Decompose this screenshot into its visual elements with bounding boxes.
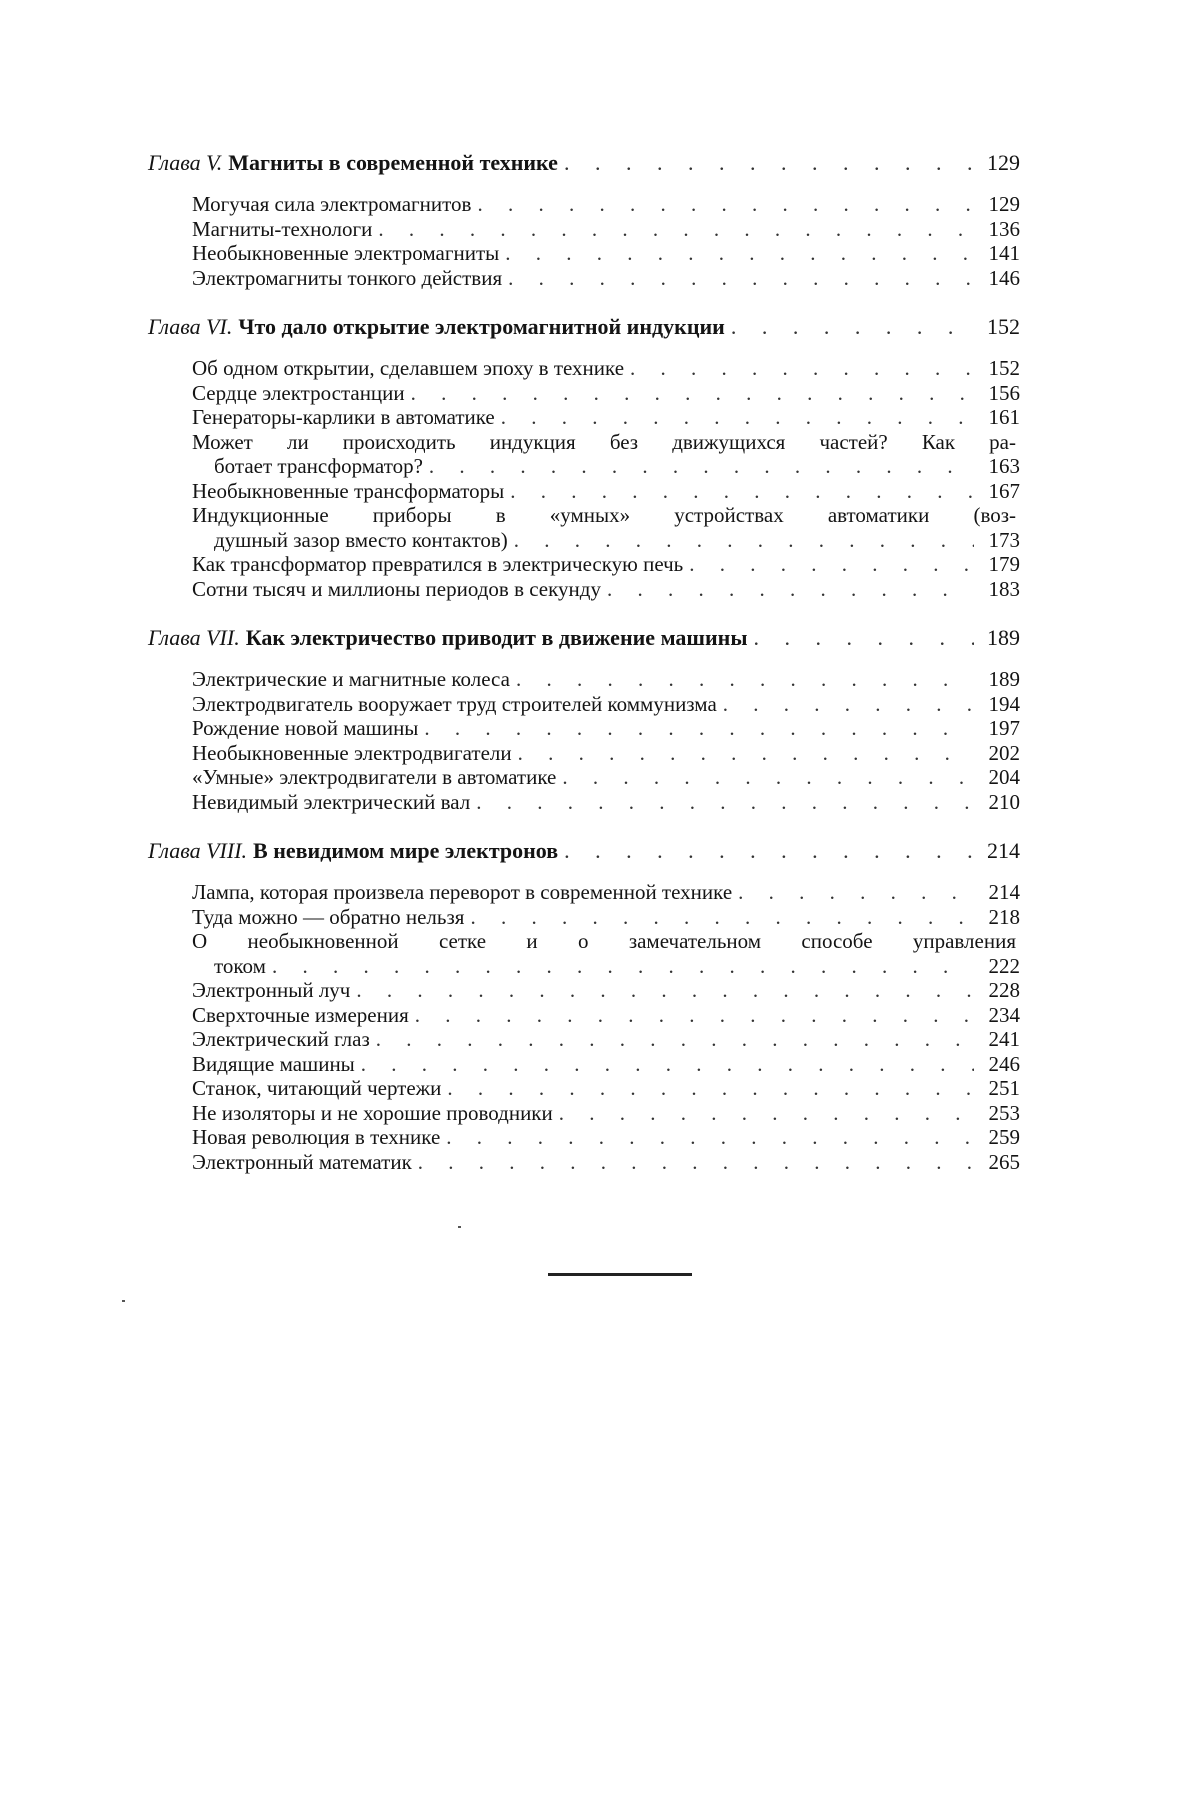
entry-title-line-1: Может ли происходить индукция без движущихся частей? Как ра- [192,429,1016,454]
toc-entry [192,667,1020,692]
entry-page-number: 161 [988,405,1020,429]
toc-entry [192,217,1020,242]
entry-page-number: 228 [988,978,1020,1002]
dot-leader [516,667,974,692]
dot-leader [361,1052,974,1077]
toc-entry [192,1027,1020,1052]
chapter-entries [148,192,1020,290]
chapter-heading [148,312,1020,342]
entry-page-number: 152 [988,356,1020,380]
chapter-page-number: 189 [987,625,1020,650]
entry-title: Необыкновенные электродвигатели [192,740,512,765]
entry-title: Туда можно — обратно нельзя [192,904,465,929]
chapter-title: Что дало открытие электромагнитной индукции [238,314,725,339]
chapter-title: В невидимом мире электронов [253,838,559,863]
entry-title: Сверхточные измерения [192,1002,409,1027]
toc-entry [192,692,1020,717]
entry-title: Об одном открытии, сделавшем эпоху в технике [192,356,625,380]
entry-page-number: 234 [988,1002,1020,1027]
toc-entry [192,381,1020,406]
entry-page-number: 251 [988,1076,1020,1100]
entry-title-line-1: Индукционные приборы в «умных» устройствах автоматики (воз- [192,503,1016,527]
entry-page-number: 197 [988,716,1020,740]
entry-page-number: 210 [988,789,1020,814]
chapter-label: Глава VIII. [148,838,248,863]
entry-title-line-2: ботает трансформатор? [214,454,423,478]
chapter-8 [148,836,1020,1174]
entry-title: Генераторы-карлики в автоматике [192,405,495,429]
chapter-entries [148,880,1020,1174]
entry-title-line-2: душный зазор вместо контактов) [214,527,508,552]
toc-entry [192,479,1020,504]
entry-page-number: 214 [988,880,1020,904]
dot-leader [559,1101,974,1126]
entry-title: Как трансформатор превратился в электрическую печь [192,552,684,576]
dot-leader [562,765,974,790]
entry-page-number: 204 [988,765,1020,789]
chapter-6 [148,312,1020,601]
dot-leader [754,623,974,653]
toc-entry [192,905,1020,930]
dot-leader [564,836,974,866]
entry-title: Станок, читающий чертежи [192,1076,442,1100]
chapter-page-number: 214 [987,838,1020,863]
entry-title: Лампа, которая произвела переворот в современной технике [192,880,733,904]
chapter-label: Глава V. [148,150,223,175]
entry-title: Не изоляторы и не хорошие проводники [192,1100,553,1125]
chapter-heading [148,148,1020,178]
entry-page-number: 265 [988,1149,1020,1174]
entry-title: Невидимый электрический вал [192,789,471,814]
dot-leader [738,880,974,905]
entry-title: Электродвигатель вооружает труд строителей коммунизма [192,691,717,716]
toc-entry [192,266,1020,291]
chapter-entries [148,667,1020,814]
dot-leader [508,266,974,291]
entry-title: Видящие машины [192,1051,355,1076]
entry-title: Электромагниты тонкого действия [192,265,503,290]
entry-page-number: 179 [988,552,1020,576]
entry-title: Электрический глаз [192,1027,370,1051]
toc-entry [192,765,1020,790]
scan-speck [122,1300,125,1302]
entry-title: Необыкновенные трансформаторы [192,478,505,503]
entry-title-line-2-row [192,528,1020,553]
entry-title: Новая революция в технике [192,1125,441,1149]
entry-title: Электронный луч [192,978,351,1002]
dot-leader [689,552,974,577]
dot-leader [518,741,974,766]
entry-title: Электрические и магнитные колеса [192,667,510,691]
dot-leader [607,577,974,602]
chapter-label: Глава VII. [148,625,240,650]
dot-leader [429,454,974,479]
toc-entry [192,1125,1020,1150]
entry-page-number: 259 [988,1125,1020,1149]
toc-entry [192,880,1020,905]
entry-page-number: 222 [988,953,1020,978]
toc-entry [192,1150,1020,1175]
dot-leader [272,954,974,979]
table-of-contents [148,148,1020,1196]
dot-leader [418,1150,974,1175]
entry-page-number: 253 [988,1100,1020,1125]
dot-leader [731,312,974,342]
toc-entry [192,1052,1020,1077]
toc-entry [192,405,1020,430]
entry-page-number: 156 [988,380,1020,405]
chapter-7 [148,623,1020,814]
entry-title: Сердце электростанции [192,380,405,405]
entry-title: Электронный математик [192,1149,412,1174]
toc-entry [192,978,1020,1003]
entry-page-number: 167 [988,478,1020,503]
toc-entry [192,192,1020,217]
toc-entry [192,241,1020,266]
dot-leader [424,716,974,741]
dot-leader [510,479,974,504]
entry-page-number: 129 [988,192,1020,216]
toc-entry [192,1101,1020,1126]
toc-entry [192,552,1020,577]
toc-entry [192,716,1020,741]
chapter-entries [148,356,1020,601]
dot-leader [630,356,974,381]
entry-page-number: 218 [988,904,1020,929]
toc-entry [192,1076,1020,1101]
toc-entry-multiline [192,430,1020,479]
chapter-label: Глава VI. [148,314,233,339]
dot-leader [356,978,974,1003]
entry-page-number: 173 [988,527,1020,552]
entry-title: Магниты-технологи [192,216,373,241]
entry-title-line-2-row [192,954,1020,979]
toc-entry [192,1003,1020,1028]
chapter-5 [148,148,1020,290]
entry-page-number: 146 [988,265,1020,290]
entry-title-line-1: О необыкновенной сетке и о замечательном способе управления [192,929,1016,953]
toc-entry [192,356,1020,381]
dot-leader [470,905,974,930]
toc-entry [192,577,1020,602]
chapter-page-number: 152 [987,314,1020,339]
dot-leader [376,1027,974,1052]
dot-leader [564,148,974,178]
end-rule [548,1273,692,1276]
chapter-title: Как электричество приводит в движение машины [245,625,748,650]
dot-leader [446,1125,974,1150]
entry-page-number: 183 [988,576,1020,601]
entry-title: Рождение новой машины [192,716,419,740]
entry-page-number: 194 [988,691,1020,716]
entry-page-number: 163 [988,454,1020,478]
entry-title: Необыкновенные электромагниты [192,241,500,265]
dot-leader [411,381,974,406]
dot-leader [378,217,974,242]
entry-title-line-2: током [214,953,266,978]
entry-title: Сотни тысяч и миллионы периодов в секунду [192,576,601,601]
dot-leader [723,692,974,717]
dot-leader [501,405,974,430]
chapter-title: Магниты в современной технике [228,150,558,175]
entry-page-number: 246 [988,1051,1020,1076]
entry-page-number: 189 [988,667,1020,691]
dot-leader [476,790,974,815]
toc-entry-multiline [192,503,1020,552]
chapter-heading [148,623,1020,653]
entry-title-line-2-row [192,454,1020,479]
entry-page-number: 202 [988,740,1020,765]
entry-page-number: 141 [988,241,1020,265]
entry-title: «Умные» электродвигатели в автоматике [192,765,557,789]
dot-leader [477,192,974,217]
chapter-heading [148,836,1020,866]
entry-title: Могучая сила электромагнитов [192,192,472,216]
entry-page-number: 136 [988,216,1020,241]
dot-leader [505,241,974,266]
chapter-page-number: 129 [987,150,1020,175]
toc-entry [192,741,1020,766]
entry-page-number: 241 [988,1027,1020,1051]
scan-speck [458,1226,461,1228]
toc-entry-multiline [192,929,1020,978]
dot-leader [447,1076,974,1101]
dot-leader [514,528,974,553]
toc-entry [192,790,1020,815]
dot-leader [415,1003,974,1028]
